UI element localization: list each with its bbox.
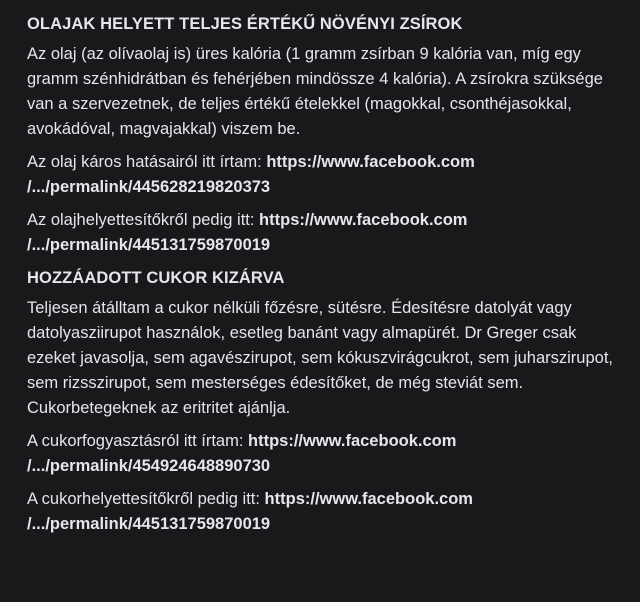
link-url-line2[interactable]: /.../permalink/445131759870019: [27, 236, 271, 254]
section-heading: OLAJAK HELYETT TELJES ÉRTÉKŰ NÖVÉNYI ZSÍROK: [27, 15, 463, 33]
link-url-line2[interactable]: /.../permalink/445628219820373: [27, 178, 271, 196]
link-paragraph: [27, 487, 622, 537]
paragraph: Teljesen átálltam a cukor nélküli főzésre, sütésre. Édesítésre datolyát vagy datolyasziirupot használok, esetleg banánt vagy almapürét. Dr Greger csak ezeket javasolja, sem agavészirupot, sem kókuszvirágcukrot, sem juharszirupot, sem rizsszirupot, sem mesterséges édesítőket, de még steviát sem. Cukorbetegeknek az eritritet ajánlja.: [27, 299, 613, 417]
link-paragraph: [27, 429, 622, 479]
link-prefix: A cukorfogyasztásról itt írtam:: [27, 432, 248, 450]
link-url-line1[interactable]: https://www.facebook.com: [266, 153, 475, 171]
paragraph: Az olaj (az olívaolaj is) üres kalória (1 gramm zsírban 9 kalória van, míg egy gramm szénhidrátban és fehérjében mindössze 4 kalória). A zsírokra szüksége van a szervezetnek, de teljes értékű ételekkel (magokkal, csonthéjasokkal, avokádóval, magvajakkal) viszem be.: [27, 45, 603, 138]
link-url-line1[interactable]: https://www.facebook.com: [248, 432, 457, 450]
link-url-line1[interactable]: https://www.facebook.com: [264, 490, 473, 508]
link-url-line2[interactable]: /.../permalink/445131759870019: [27, 515, 271, 533]
link-url-line2[interactable]: /.../permalink/454924648890730: [27, 457, 271, 475]
link-prefix: Az olajhelyettesítőkről pedig itt:: [27, 211, 260, 229]
section-heading: HOZZÁADOTT CUKOR KIZÁRVA: [27, 269, 285, 287]
link-paragraph: [27, 150, 622, 200]
link-prefix: A cukorhelyettesítőkről pedig itt:: [27, 490, 265, 508]
link-url-line1[interactable]: https://www.facebook.com: [259, 211, 468, 229]
link-paragraph: [27, 208, 622, 258]
link-prefix: Az olaj káros hatásairól itt írtam:: [27, 153, 267, 171]
